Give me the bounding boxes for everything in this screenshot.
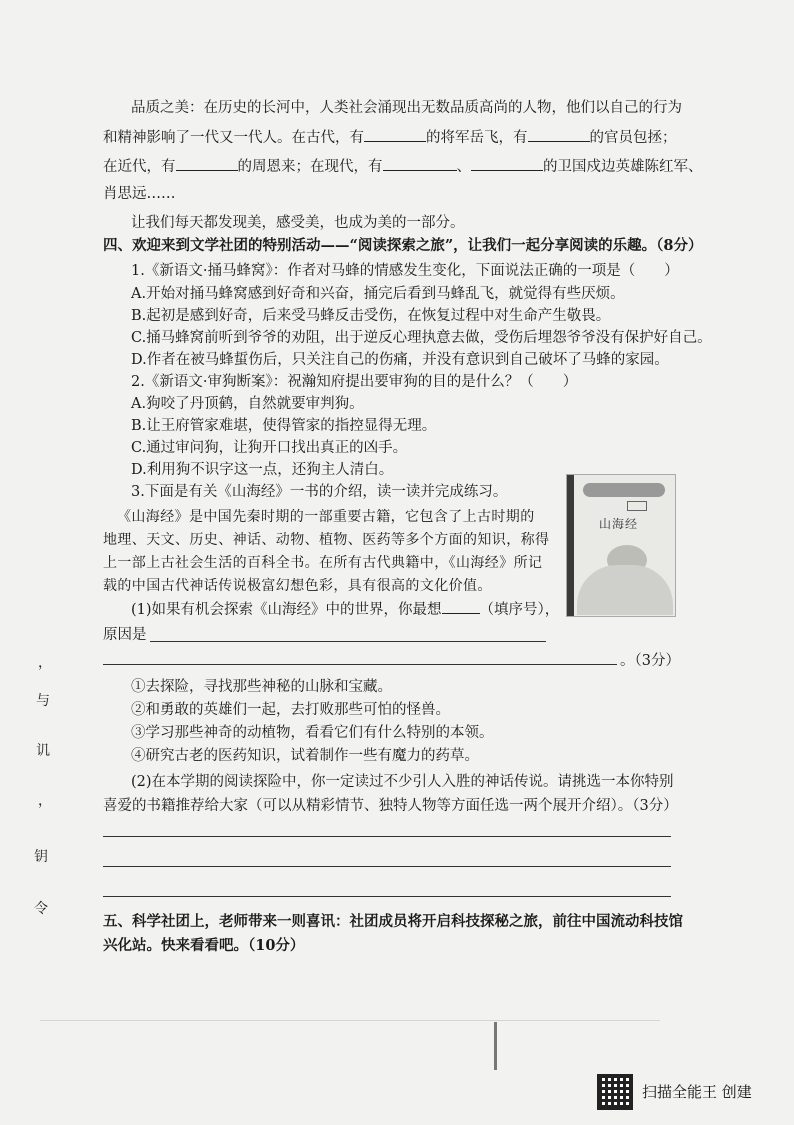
question-2-option-b[interactable]: B.让王府管家难堪，使得管家的指控显得无理。: [131, 418, 437, 434]
shanhaijing-book-cover-image: [566, 474, 676, 617]
closing-sentence: 让我们每天都发现美，感受美，也成为美的一部分。: [131, 215, 465, 231]
question-1-option-c[interactable]: C.捅马蜂窝前听到爷爷的劝阻，出于逆反心理执意去做，受伤后埋怨爷爷没有保护好自己。: [131, 330, 712, 346]
shanhaijing-intro-line-2: 地理、天文、历史、神话、动物、植物、医药等多个方面的知识，称得: [103, 532, 550, 548]
book-spine: [567, 475, 574, 616]
question-3-stem: 3.下面是有关《山海经》一书的介绍，读一读并完成练习。: [131, 484, 508, 500]
question-1-option-d[interactable]: D.作者在被马蜂蜇伤后，只关注自己的伤痛，并没有意识到自己破坏了马蜂的家园。: [131, 352, 669, 368]
question-1-option-a[interactable]: A.开始对捅马蜂窝感到好奇和兴奋，捅完后看到马蜂乱飞，就觉得有些厌烦。: [131, 286, 625, 302]
sub-question-2-line-1: (2)在本学期的阅读探险中，你一定读过不少引人入胜的神话传说。请挑选一本你特别: [131, 774, 674, 790]
recommendation-answer-line-2[interactable]: [103, 866, 671, 867]
reason-label: 原因是: [103, 627, 147, 643]
margin-mark-2: 与: [36, 693, 50, 709]
page-fold-line: [40, 1020, 660, 1021]
reason-answer-line-1[interactable]: [150, 641, 546, 642]
choice-option-4: ④研究古老的医药知识，试着制作一些有魔力的药草。: [131, 748, 479, 764]
reason-answer-line-2[interactable]: [103, 664, 617, 665]
blank-general-trait[interactable]: [364, 127, 426, 142]
question-1-stem: 1.《新语文·捅马蜂窝》：作者对马蜂的情感发生变化，下面说法正确的一项是（ ）: [131, 263, 679, 279]
sub-question-2-line-2: 喜爱的书籍推荐给大家（可以从精彩情节、独特人物等方面任选一两个展开介绍）。（3分）: [103, 798, 678, 814]
book-top-band: [583, 483, 665, 497]
shanhaijing-intro-line-1: 《山海经》是中国先秦时期的一部重要古籍，它包含了上古时期的: [117, 509, 535, 525]
choice-option-1: ①去探险，寻找那些神秘的山脉和宝藏。: [131, 679, 392, 695]
margin-mark-1: ，: [38, 655, 52, 671]
margin-mark-5: 钥: [34, 849, 48, 865]
choice-option-3: ③学习那些神奇的动植物，看看它们有什么特别的本领。: [131, 725, 494, 741]
shanhaijing-intro-line-4: 载的中国古代神话传说极富幻想色彩，具有很高的文化价值。: [103, 578, 492, 594]
quality-beauty-line-3: 在近代，有 的周恩来；在现代，有 、 的卫国戍边英雄陈红军、: [103, 156, 703, 177]
blank-hero-trait-1[interactable]: [383, 156, 457, 171]
blank-hero-trait-2[interactable]: [471, 156, 543, 171]
question-2-option-c[interactable]: C.通过审问狗，让狗开口找出真正的凶手。: [131, 440, 408, 456]
margin-mark-3: 讥: [36, 743, 50, 759]
margin-mark-6: 令: [34, 901, 48, 917]
page-fold-shadow: [494, 1022, 497, 1070]
book-cover-title: 山海经: [599, 517, 639, 531]
quality-beauty-line-1: 品质之美：在历史的长河中，人类社会涌现出无数品质高尚的人物，他们以自己的行为: [131, 100, 682, 116]
margin-mark-4: ，: [38, 793, 52, 809]
section-5-heading-line-2: 兴化站。快来看看吧。（10分）: [103, 937, 305, 954]
sub-question-1-score: 。（3分）: [620, 653, 680, 669]
quality-beauty-line-2: 和精神影响了一代又一代人。在古代，有 的将军岳飞，有 的官员包拯；: [103, 127, 677, 148]
question-1-option-b[interactable]: B.起初是感到好奇，后来受马蜂反击受伤，在恢复过程中对生命产生敬畏。: [131, 308, 611, 324]
quality-beauty-line-4: 肖思远……: [103, 186, 176, 202]
book-label-tag: [627, 501, 647, 511]
section-5-heading-line-1: 五、科学社团上，老师带来一则喜讯：社团成员将开启科技探秘之旅，前往中国流动科技馆: [103, 913, 683, 930]
blank-choice-number[interactable]: [442, 599, 480, 614]
book-cover-mountains: [577, 565, 673, 615]
recommendation-answer-line-3[interactable]: [103, 896, 671, 897]
blank-official-trait[interactable]: [528, 127, 590, 142]
sub-question-1: (1)如果有机会探索《山海经》中的世界，你最想 （填序号），: [131, 599, 559, 620]
qr-code-icon: [597, 1074, 633, 1110]
recommendation-answer-line-1[interactable]: [103, 836, 671, 837]
shanhaijing-intro-line-3: 上一部上古社会生活的百科全书。在所有古代典籍中，《山海经》所记: [103, 555, 543, 571]
blank-zhou-enlai-trait[interactable]: [176, 156, 238, 171]
question-2-option-a[interactable]: A.狗咬了丹顶鹤，自然就要审判狗。: [131, 396, 364, 412]
section-4-heading: 四、欢迎来到文学社团的特别活动——“阅读探索之旅”，让我们一起分享阅读的乐趣。（8分）: [103, 237, 703, 254]
choice-option-2: ②和勇敢的英雄们一起，去打败那些可怕的怪兽。: [131, 702, 450, 718]
question-2-stem: 2.《新语文·审狗断案》：祝瀚知府提出要审狗的目的是什么？（ ）: [131, 374, 578, 390]
scanner-watermark: 扫描全能王 创建: [642, 1083, 752, 1101]
question-2-option-d[interactable]: D.利用狗不识字这一点，还狗主人清白。: [131, 462, 394, 478]
